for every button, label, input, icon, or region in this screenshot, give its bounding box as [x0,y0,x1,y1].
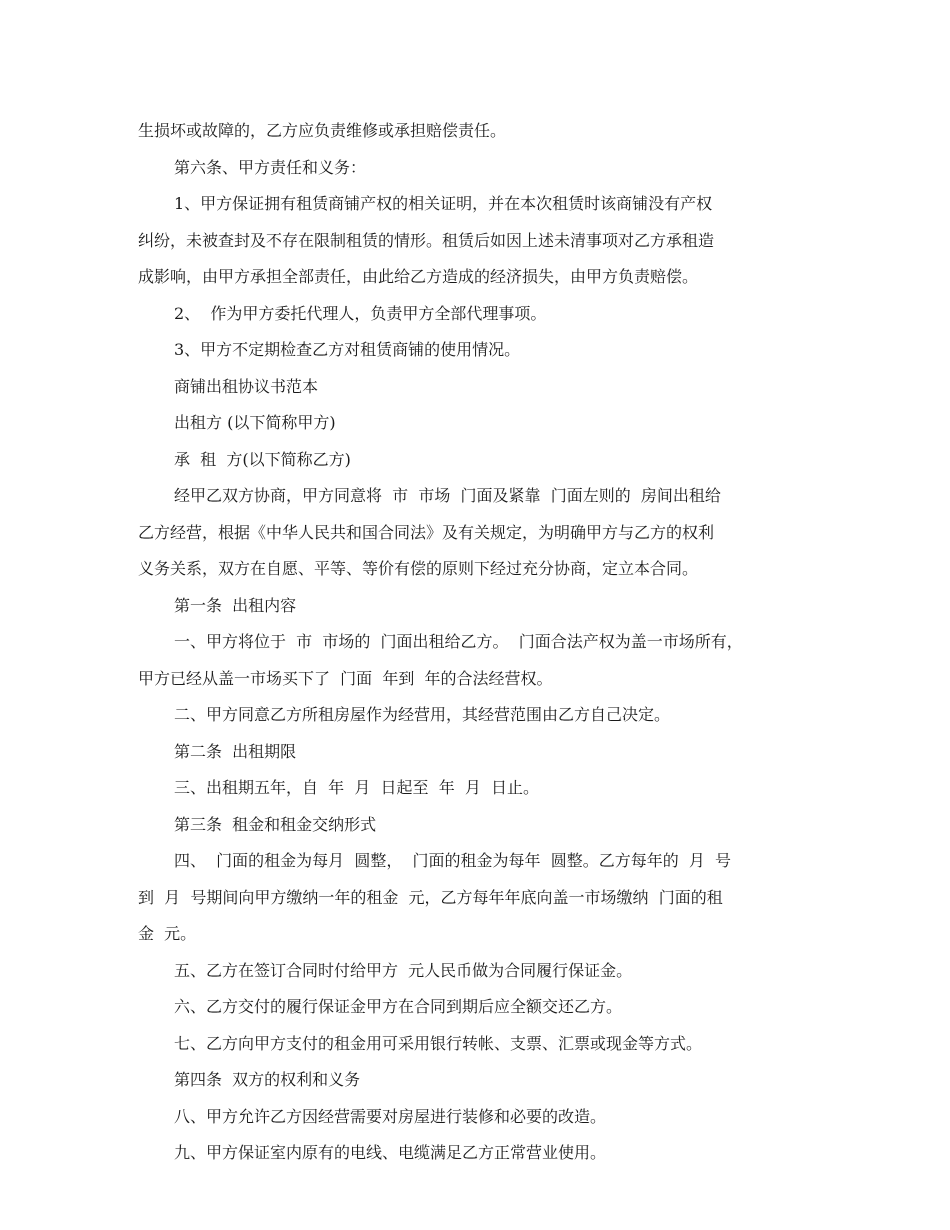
text-line: 出租方 (以下简称甲方) [174,413,336,432]
text-line: 2、 作为甲方委托代理人，负责甲方全部代理事项。 [174,303,547,323]
text-line: 3、甲方不定期检查乙方对租赁商铺的使用情况。 [174,340,521,359]
text-line: 一、甲方将位于 市 市场的 门面出租给乙方。 门面合法产权为盖一市场所有， [174,632,743,651]
text-line: 甲方已经从盖一市场买下了 门面 年到 年的合法经营权。 [138,668,553,688]
text-line: 第二条 出租期限 [174,741,297,761]
text-line: 生损坏或故障的，乙方应负责维修或承担赔偿责任。 [138,121,507,140]
text-line: 到 月 号期间向甲方缴纳一年的租金 元，乙方每年年底向盖一市场缴纳 门面的租 [138,887,723,907]
text-line: 成影响，由甲方承担全部责任，由此给乙方造成的经济损失，由甲方负责赔偿。 [138,267,699,286]
text-line: 商铺出租协议书范本 [174,376,319,396]
text-line: 六、乙方交付的履行保证金甲方在合同到期后应全额交还乙方。 [174,997,623,1016]
text-line: 第三条 租金和租金交纳形式 [174,814,377,834]
text-line: 第一条 出租内容 [174,595,297,615]
text-line: 七、乙方向甲方支付的租金用可采用银行转帐、支票、汇票或现金等方式。 [174,1033,703,1053]
text-line: 承 租 方(以下简称乙方) [174,449,351,469]
text-line: 九、甲方保证室内原有的电线、电缆满足乙方正常营业使用。 [174,1143,607,1162]
text-line: 经甲乙双方协商，甲方同意将 市 市场 门面及紧靠 门面左则的 房间出租给 [174,486,721,505]
text-line: 第六条、甲方责任和义务： [174,157,367,177]
text-line: 第四条 双方的权利和义务 [174,1070,361,1089]
text-line: 义务关系，双方在自愿、平等、等价有偿的原则下经过充分协商，定立本合同。 [138,559,699,578]
text-line: 三、出租期五年，自 年 月 日起至 年 月 日止。 [174,778,540,797]
text-line: 纠纷，未被查封及不存在限制租赁的情形。租赁后如因上述未清事项对乙方承租造 [138,230,715,250]
text-line: 八、甲方允许乙方因经营需要对房屋进行装修和必要的改造。 [174,1106,607,1126]
text-line: 乙方经营，根据《中华人民共和国合同法》及有关规定，为明确甲方与乙方的权利 [138,522,715,542]
document-body [138,113,818,1172]
text-line: 1、甲方保证拥有租赁商铺产权的相关证明，并在本次租赁时该商铺没有产权 [174,194,713,213]
text-line: 五、乙方在签订合同时付给甲方 元人民币做为合同履行保证金。 [174,960,633,980]
text-line: 金 元。 [138,924,197,943]
text-line: 二、甲方同意乙方所租房屋作为经营用，其经营范围由乙方自己决定。 [174,705,671,724]
text-line: 四、 门面的租金为每月 圆整， 门面的租金为每年 圆整。乙方每年的 月 号 [174,851,732,870]
